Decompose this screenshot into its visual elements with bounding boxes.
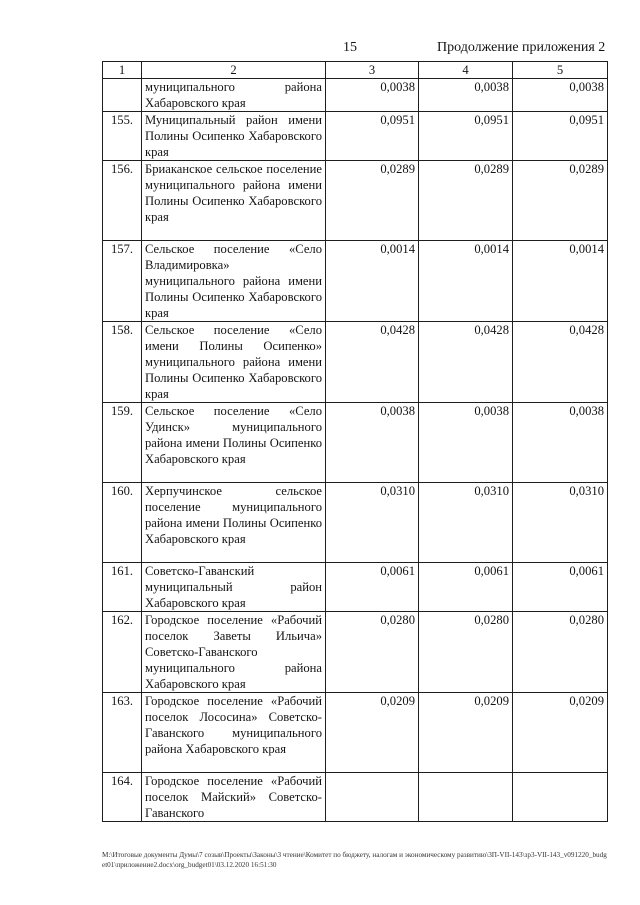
table-row <box>103 241 608 322</box>
value-col4: 0,0061 <box>419 563 513 612</box>
row-number: 155. <box>103 112 142 161</box>
row-name: Советско-Гаванский муниципальный район Хабаровского края <box>142 563 326 612</box>
value-col5 <box>513 773 608 822</box>
value-col3 <box>326 773 419 822</box>
value-col5: 0,0014 <box>513 241 608 322</box>
row-number <box>103 79 142 112</box>
value-col3: 0,0014 <box>326 241 419 322</box>
row-name: муниципального района Хабаровского края <box>142 79 326 112</box>
value-col4: 0,0209 <box>419 693 513 773</box>
budget-table <box>102 61 608 822</box>
value-col5: 0,0038 <box>513 79 608 112</box>
value-col4: 0,0951 <box>419 112 513 161</box>
row-name: Городское поселение «Рабочий поселок Заветы Ильича» Советско-Гаванского муниципального района Хабаровского края <box>142 612 326 693</box>
row-number: 157. <box>103 241 142 322</box>
continuation-label: Продолжение приложения 2 <box>437 40 606 55</box>
value-col4: 0,0428 <box>419 322 513 403</box>
table-body <box>103 79 608 822</box>
table-row <box>103 773 608 822</box>
table-row <box>103 161 608 241</box>
value-col5: 0,0951 <box>513 112 608 161</box>
value-col5: 0,0061 <box>513 563 608 612</box>
value-col5: 0,0428 <box>513 322 608 403</box>
value-col4: 0,0289 <box>419 161 513 241</box>
row-number: 162. <box>103 612 142 693</box>
table-row <box>103 112 608 161</box>
value-col4: 0,0014 <box>419 241 513 322</box>
table-row <box>103 693 608 773</box>
row-name: Бриаканское сельское поселение муниципального района имени Полины Осипенко Хабаровского края <box>142 161 326 241</box>
row-number: 161. <box>103 563 142 612</box>
row-name: Муниципальный район имени Полины Осипенко Хабаровского края <box>142 112 326 161</box>
row-name: Сельское поселение «Село имени Полины Осипенко» муниципального района имени Полины Осипенко Хабаровского края <box>142 322 326 403</box>
table-row <box>103 483 608 563</box>
row-name: Городское поселение «Рабочий поселок Майский» Советско-Гаванского <box>142 773 326 822</box>
row-number: 164. <box>103 773 142 822</box>
value-col4: 0,0038 <box>419 79 513 112</box>
page-number: 15 <box>343 40 357 55</box>
row-number: 156. <box>103 161 142 241</box>
value-col3: 0,0038 <box>326 79 419 112</box>
table-row <box>103 322 608 403</box>
row-number: 159. <box>103 403 142 483</box>
column-header: 3 <box>326 62 419 79</box>
column-header: 1 <box>103 62 142 79</box>
column-header: 4 <box>419 62 513 79</box>
value-col5: 0,0289 <box>513 161 608 241</box>
value-col3: 0,0061 <box>326 563 419 612</box>
row-name: Сельское поселение «Село Удинск» муниципального района имени Полины Осипенко Хабаровского края <box>142 403 326 483</box>
row-name: Сельское поселение «Село Владимировка» муниципального района имени Полины Осипенко Хабаровского края <box>142 241 326 322</box>
value-col3: 0,0209 <box>326 693 419 773</box>
row-number: 160. <box>103 483 142 563</box>
value-col3: 0,0289 <box>326 161 419 241</box>
value-col4: 0,0280 <box>419 612 513 693</box>
value-col5: 0,0280 <box>513 612 608 693</box>
footer-file-path: M:\Итоговые документы Думы\7 созыв\Проекты\Законы\3 чтение\Комитет по бюджету, налогам и экономическому развитию\3П-VII-143\зр3-VII-143_v091220_budget01\приложение2.docx\org_budget01\03.12.2020 16:51:30 <box>102 851 607 869</box>
table-header-row <box>103 62 608 79</box>
value-col5: 0,0310 <box>513 483 608 563</box>
value-col3: 0,0280 <box>326 612 419 693</box>
value-col3: 0,0310 <box>326 483 419 563</box>
row-number: 158. <box>103 322 142 403</box>
table-row <box>103 563 608 612</box>
value-col4: 0,0310 <box>419 483 513 563</box>
value-col4 <box>419 773 513 822</box>
value-col5: 0,0209 <box>513 693 608 773</box>
value-col3: 0,0038 <box>326 403 419 483</box>
value-col4: 0,0038 <box>419 403 513 483</box>
row-name: Городское поселение «Рабочий поселок Лососина» Советско-Гаванского муниципального района Хабаровского края <box>142 693 326 773</box>
column-header: 5 <box>513 62 608 79</box>
table-row <box>103 612 608 693</box>
value-col5: 0,0038 <box>513 403 608 483</box>
table-row <box>103 79 608 112</box>
row-number: 163. <box>103 693 142 773</box>
value-col3: 0,0951 <box>326 112 419 161</box>
table-row <box>103 403 608 483</box>
column-header: 2 <box>142 62 326 79</box>
value-col3: 0,0428 <box>326 322 419 403</box>
row-name: Херпучинское сельское поселение муниципального района имени Полины Осипенко Хабаровского края <box>142 483 326 563</box>
